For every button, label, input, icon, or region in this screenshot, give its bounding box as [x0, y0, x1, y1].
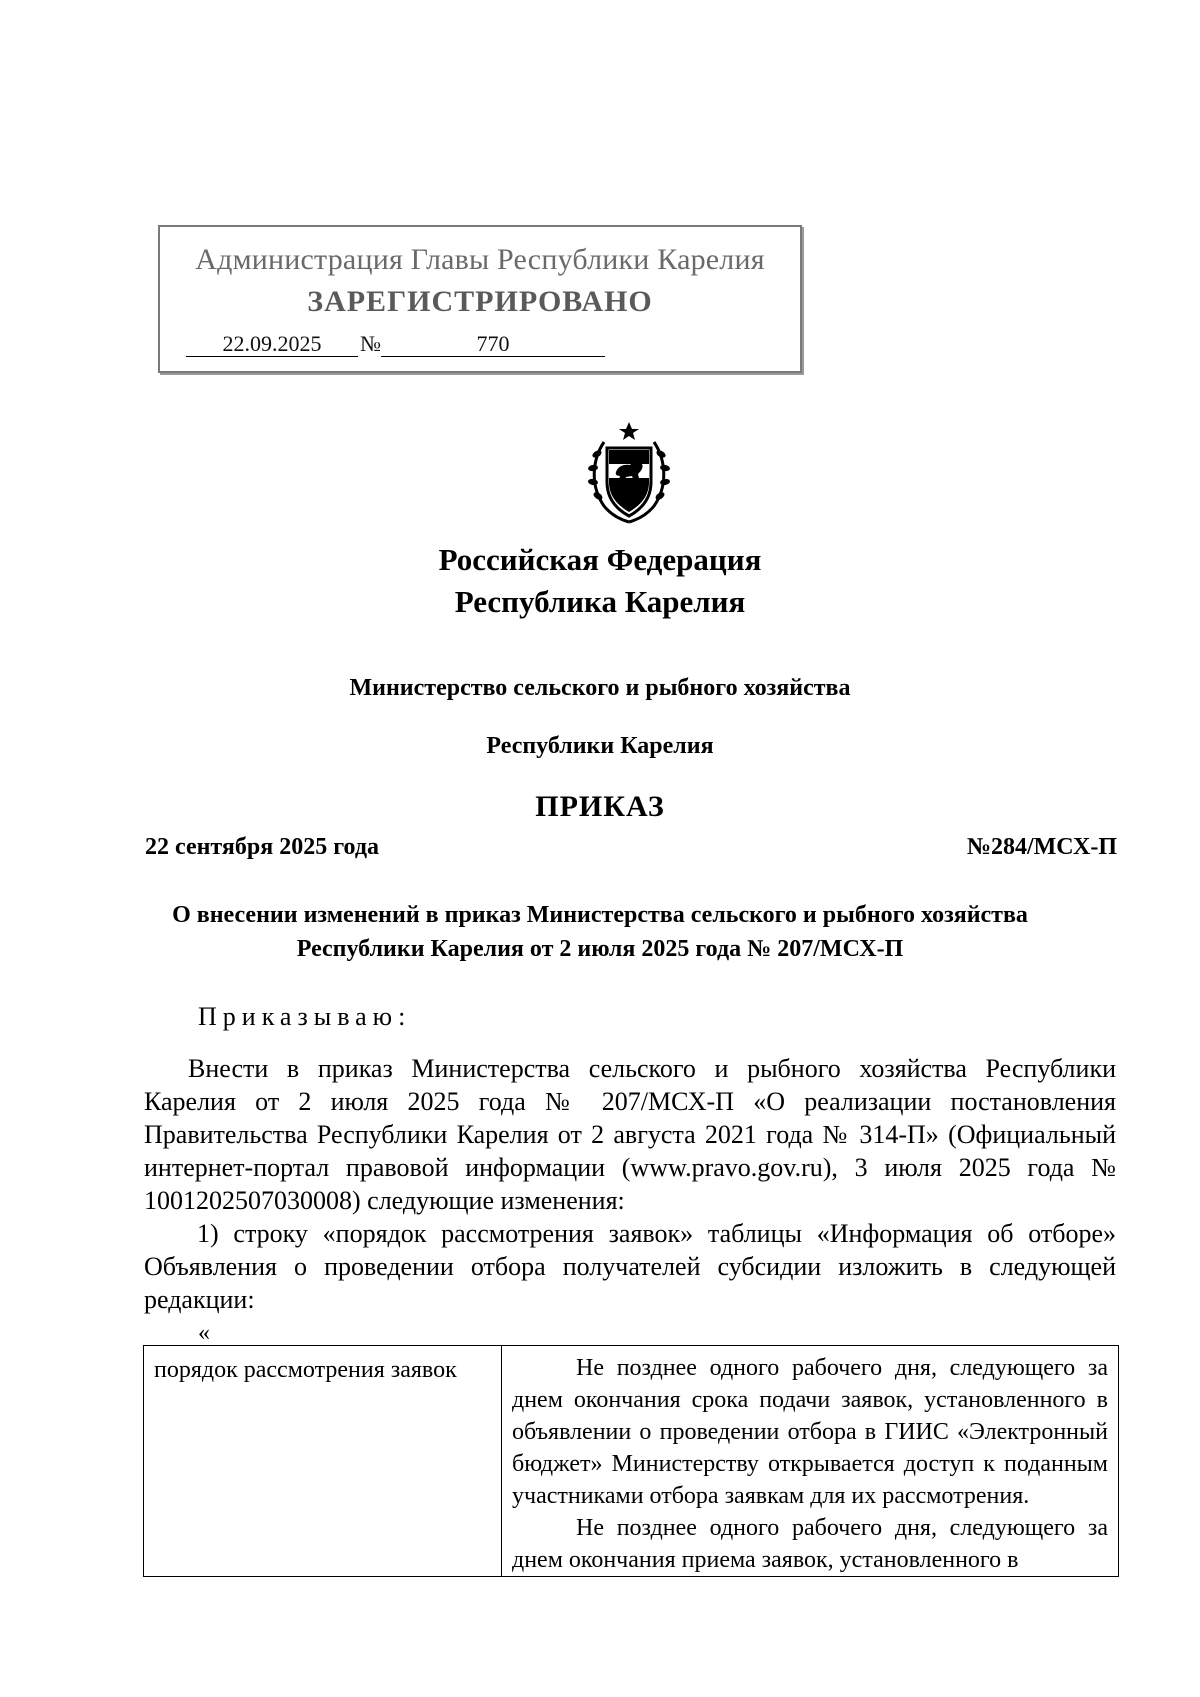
table-row-label: порядок рассмотрения заявок	[144, 1346, 502, 1577]
stamp-number: 770	[381, 332, 605, 357]
order-subject: О внесении изменений в приказ Министерства сельского и рыбного хозяйства Республики Карелия от 2 июля 2025 года № 207/МСХ-П	[172, 902, 1028, 962]
stamp-registration-row	[186, 331, 605, 357]
table-content-paragraph: Не позднее одного рабочего дня, следующего за днем окончания срока подачи заявок, установленного в объявлении о проведении отбора в ГИИС «Электронный бюджет» Министерству открывается доступ к поданным участниками отбора заявкам для их рассмотрения.	[512, 1355, 1108, 1509]
registration-stamp	[158, 225, 802, 373]
order-number: №284/МСХ-П	[966, 834, 1117, 860]
stamp-date: 22.09.2025	[186, 332, 358, 357]
stamp-number-label: №	[360, 331, 381, 356]
table-row	[144, 1346, 1119, 1577]
order-date: 22 сентября 2025 года	[145, 834, 379, 860]
ministry-heading-line1: Министерство сельского и рыбного хозяйства	[349, 675, 851, 701]
order-directive-word: Приказываю:	[198, 1002, 412, 1031]
ministry-heading-line2: Республики Карелия	[486, 733, 714, 759]
body-paragraph: Внести в приказ Министерства сельского и рыбного хозяйства Республики Карелия от 2 июля 2025 года № 207/МСХ-П «О реализации постановления Правительства Республики Карелия от 2 августа 2021 года № 314-П» (Официальный интернет-портал правовой информации (www.pravo.gov.ru), 3 июля 2025 года № 1001202507030008) следующие изменения:	[144, 1054, 1116, 1215]
stamp-organization: Администрация Главы Республики Карелия	[195, 243, 765, 276]
republic-heading: Республика Карелия	[454, 584, 746, 619]
document-type-title: ПРИКАЗ	[535, 790, 665, 823]
table-content-paragraph: Не позднее одного рабочего дня, следующего за днем окончания приема заявок, установленного в	[512, 1515, 1108, 1573]
country-heading: Российская Федерация	[438, 542, 762, 577]
stamp-status: ЗАРЕГИСТРИРОВАНО	[307, 285, 653, 318]
table-row-content	[502, 1346, 1119, 1577]
amended-row-table	[143, 1345, 1119, 1577]
karelia-coat-of-arms-icon	[582, 420, 676, 526]
opening-quote-mark: «	[198, 1320, 210, 1346]
body-paragraph-item-1: 1) строку «порядок рассмотрения заявок» таблицы «Информация об отборе» Объявления о проведении отбора получателей субсидии изложить в следующей редакции:	[144, 1219, 1116, 1314]
